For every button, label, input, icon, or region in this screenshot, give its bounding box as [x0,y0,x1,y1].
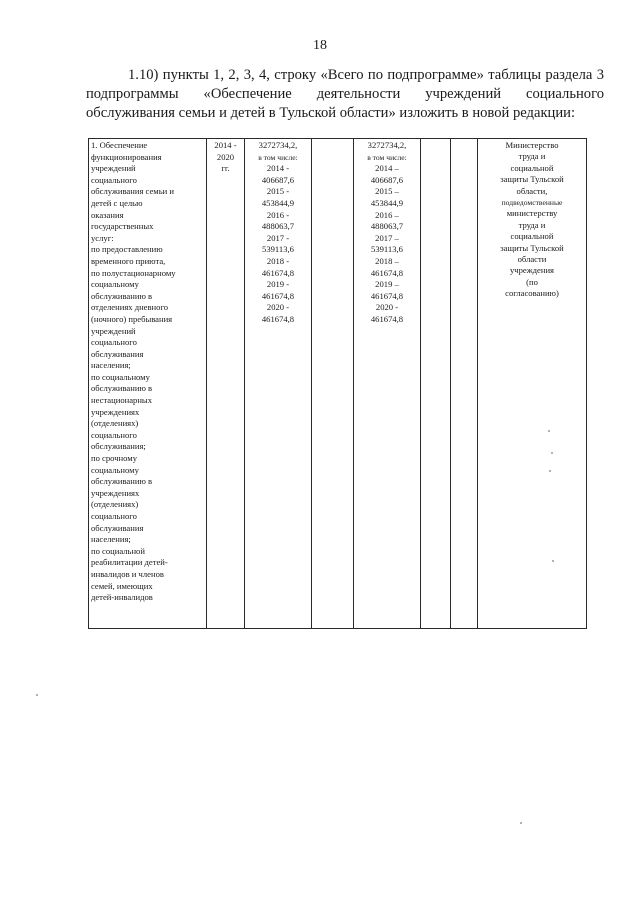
cell-text-line: гг. [221,163,230,174]
cell-text-line: учреждениях [91,487,140,498]
cell-text-line: 2015 – [375,186,399,197]
cell-text-line: 2015 - [266,186,290,197]
cell-text-line: социальному [91,279,139,290]
cell-text-line: 406687,6 [370,174,404,185]
measure-name-cell [89,139,207,629]
cell-text-line: оказания [91,209,124,220]
cell-text-line: детей-инвалидов [91,592,153,603]
page-number: 18 [313,38,327,53]
cell-text-line: 461674,8 [261,313,295,324]
cell-text-line: министерству [506,208,558,219]
cell-text-line: 2016 – [375,209,399,220]
cell-text-line: учреждений [91,325,136,336]
executor-lines [480,140,584,300]
intro-paragraph: 1.10) пункты 1, 2, 3, 4, строку «Всего по подпрограмме» таблицы раздела 3 подпрограммы «Обеспечение деятельности учреждений социального обслуживания семьи и детей в Тульской области» изложить в новой редакции: [86,67,604,121]
cell-text-line: в том числе: [367,152,407,162]
cell-text-line: защиты Тульской [500,242,564,253]
cell-text-line: временного приюта, [91,255,166,266]
cell-text-line: 2014 - [214,140,237,150]
cell-text-line: (ночного) пребывания [91,313,173,324]
cell-text-line: 2020 [216,151,235,162]
cell-text-line: труда и [518,219,546,230]
cell-text-line: социального [91,511,137,521]
cell-text-line: 2019 – [375,279,399,290]
cell-text-line: социальной [510,231,554,242]
cell-text-line: согласованию) [505,288,559,299]
scan-speck [551,452,553,454]
cell-text-line: Министерство [505,140,559,150]
cell-text-line: учреждениях [91,406,140,417]
cell-text-line: 461674,8 [261,267,295,278]
cell-text-line: защиты Тульской [500,174,564,185]
total-funding-cell [245,139,312,629]
cell-text-line: 539113,6 [262,244,294,255]
regional-budget-lines [356,140,418,326]
cell-text-line: в том числе: [258,152,298,162]
cell-text-line: 453844,9 [261,197,295,208]
cell-text-line: 2017 – [375,232,399,243]
cell-text-line: 2020 - [375,302,399,313]
cell-text-line: учреждения [509,265,554,276]
cell-text-line: государственных [91,221,154,232]
cell-text-line: 2014 – [375,163,399,174]
measure-name-lines [91,140,204,604]
cell-text-line: 2019 - [266,279,290,290]
cell-text-line: социального [91,174,137,185]
scan-speck [520,822,522,824]
cell-text-line: обслуживания семьи и [91,186,174,197]
cell-text-line: обслуживанию в [91,290,153,301]
total-funding-lines [247,140,309,326]
other-sources-cell [451,139,478,629]
cell-text-line: услуг: [91,232,114,243]
cell-text-line: нестационарных [91,395,152,406]
cell-text-line: 461674,8 [261,290,295,301]
cell-text-line: учреждений [91,163,136,174]
cell-text-line: отделениях дневного [91,302,169,313]
cell-text-line: обслуживания [91,348,144,359]
scan-speck [552,560,554,562]
cell-text-line: 2018 – [375,255,399,266]
cell-text-line: семей, имеющих [91,580,153,591]
scan-speck [549,470,551,472]
cell-text-line: обслуживания [91,522,144,533]
cell-text-line: по социальному [91,371,150,382]
cell-text-line: обслуживания; [91,441,146,452]
cell-text-line: (по [526,276,538,287]
cell-text-line: 453844,9 [370,197,404,208]
cell-text-line: социального [91,429,137,440]
cell-text-line: 2016 - [266,209,290,220]
period-lines [209,140,242,175]
regional-budget-cell [354,139,421,629]
cell-text-line: по социальной [91,545,145,556]
cell-text-line: 461674,8 [370,267,404,278]
cell-text-line: по предоставлению [91,244,163,255]
cell-text-line: обслуживанию в [91,476,153,487]
cell-text-line: области, [516,185,548,196]
cell-text-line: 2014 - [266,163,290,174]
cell-text-line: населения; [91,534,131,545]
cell-text-line: социальной [510,162,554,173]
cell-text-line: 3272734,2, [367,140,407,150]
cell-text-line: 406687,6 [261,174,295,185]
cell-text-line: социального [91,337,137,348]
cell-text-line: по полустационарному [91,267,176,278]
cell-text-line: 2017 - [266,232,290,243]
cell-text-line: 461674,8 [370,290,404,301]
cell-text-line: 488063,7 [261,221,295,232]
cell-text-line: 539113,6 [371,244,403,255]
cell-text-line: социальному [91,464,139,475]
cell-text-line: детей с целью [91,197,143,208]
cell-text-line: 488063,7 [370,221,404,232]
program-table [88,138,587,629]
cell-text-line: 2018 - [266,255,290,266]
cell-text-line: по срочному [91,453,138,464]
cell-text-line: труда и [518,151,546,162]
cell-text-line: 1. Обеспечение [91,140,148,150]
period-cell [207,139,245,629]
cell-text-line: 3272734,2, [258,140,298,150]
cell-text-line: населения; [91,360,131,371]
table-row [89,139,587,629]
local-budget-cell [421,139,451,629]
scan-speck [548,430,550,432]
federal-budget-cell [312,139,354,629]
cell-text-line: обслуживанию в [91,383,153,394]
cell-text-line: подведомственные [501,198,563,208]
cell-text-line: 461674,8 [370,313,404,324]
cell-text-line: реабилитации детей- [91,557,168,568]
cell-text-line: инвалидов и членов [91,568,164,579]
scan-speck [36,694,38,696]
cell-text-line: (отделениях) [91,418,139,429]
cell-text-line: функционирования [91,151,162,162]
cell-text-line: 2020 - [266,302,290,313]
cell-text-line: области [517,254,547,265]
cell-text-line: (отделениях) [91,499,139,510]
executor-cell [478,139,587,629]
